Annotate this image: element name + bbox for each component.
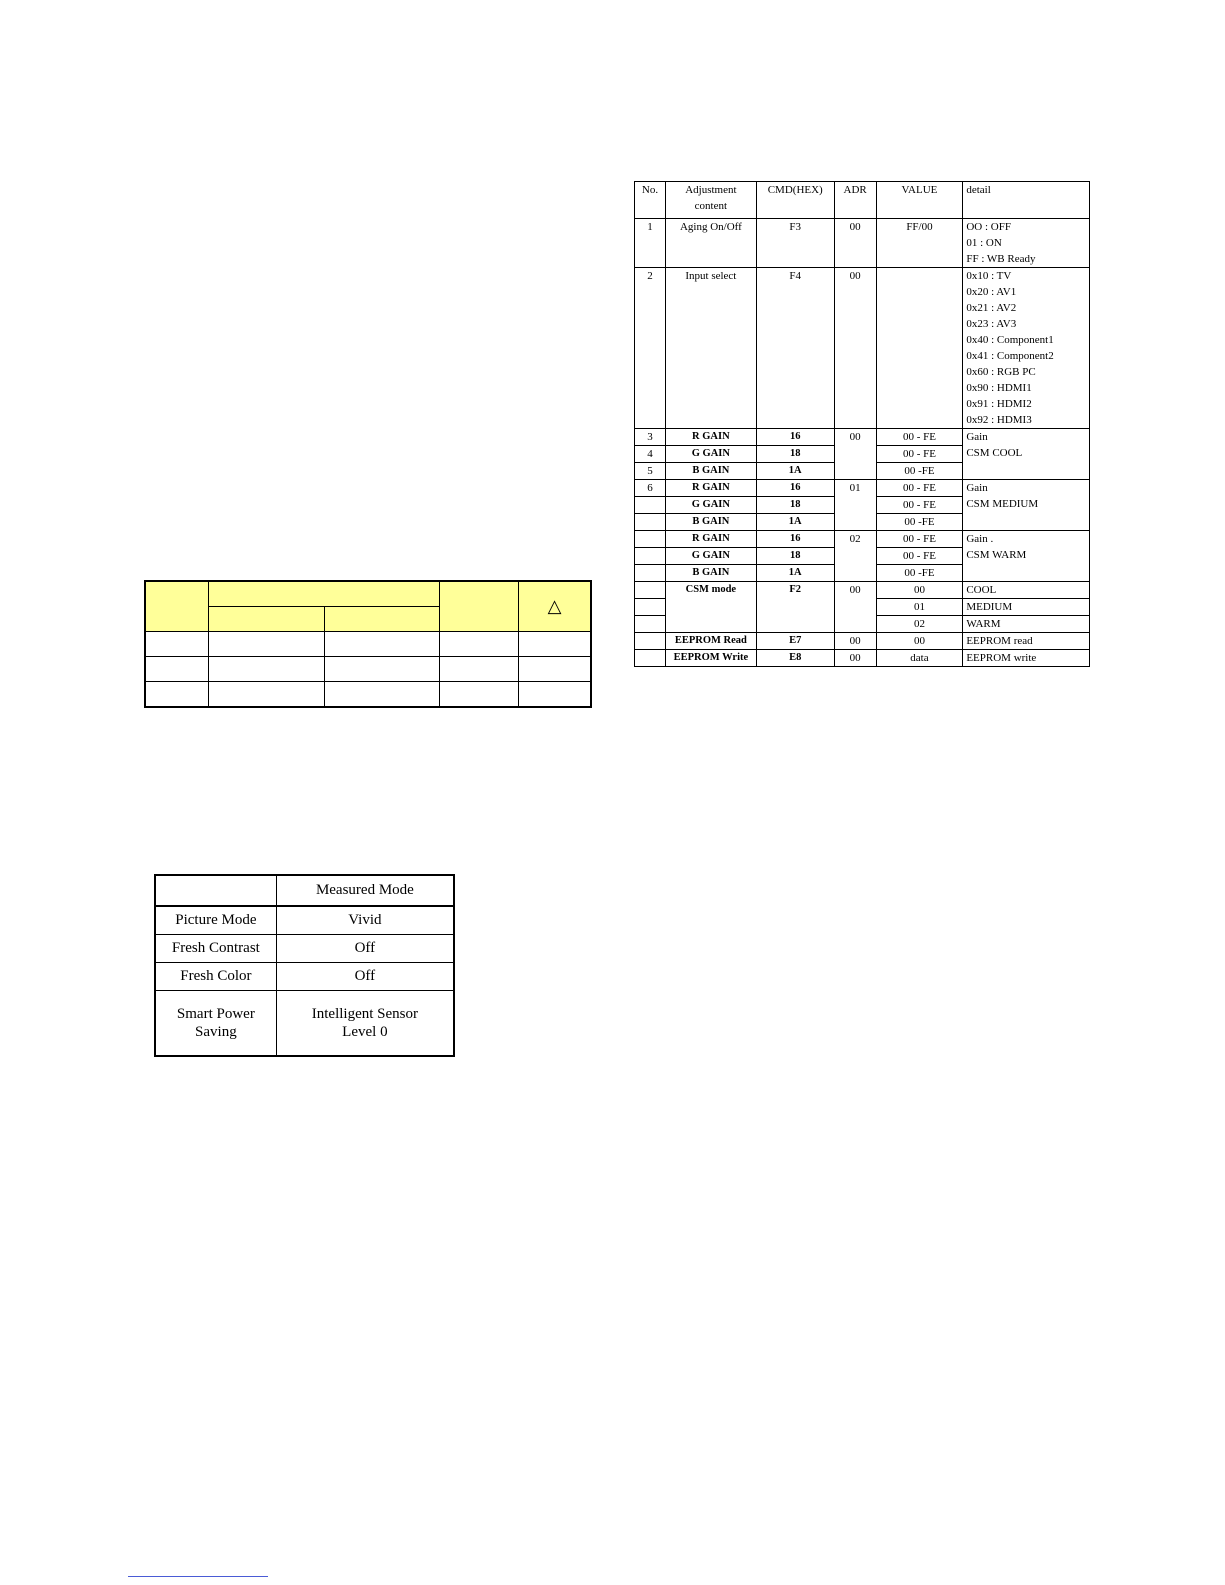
cell-value: 00 -FE — [876, 463, 963, 480]
table-cell — [439, 682, 518, 708]
detail-line: 01 : ON — [966, 237, 1002, 249]
cell-content: CSM mode — [665, 582, 756, 633]
cell-content: G GAIN — [665, 548, 756, 565]
cell-cmd: 18 — [756, 497, 834, 514]
cell-value: FF/00 — [876, 219, 963, 268]
cell-no: 2 — [635, 268, 666, 429]
table-row — [145, 657, 591, 682]
table-cell — [439, 632, 518, 657]
cell-content: R GAIN — [665, 531, 756, 548]
cell-value: 01 — [876, 599, 963, 616]
table-row-eeprom-read — [635, 633, 1090, 650]
cell-detail: WARM — [963, 616, 1090, 633]
cell-content: G GAIN — [665, 497, 756, 514]
cell-value: 00 -FE — [876, 514, 963, 531]
cell-cmd: E8 — [756, 650, 834, 667]
table-cell — [145, 657, 208, 682]
header-no: No. — [635, 182, 666, 219]
cell-content: B GAIN — [665, 565, 756, 582]
measured-mode-table — [154, 874, 455, 1057]
cell-no: 5 — [635, 463, 666, 480]
table-row — [155, 963, 454, 991]
cell-cmd: 18 — [756, 548, 834, 565]
cell-cmd: 16 — [756, 480, 834, 497]
cell-content: R GAIN — [665, 429, 756, 446]
cell-adr: 00 — [834, 582, 876, 633]
header-blank-cell — [155, 875, 276, 906]
table-cell — [208, 632, 325, 657]
white-balance-table — [144, 580, 592, 708]
cell-value: 02 — [876, 616, 963, 633]
table-cell — [208, 657, 325, 682]
detail-line: Gain . — [966, 533, 994, 545]
cell-value: 00 - FE — [876, 429, 963, 446]
cell-no — [635, 582, 666, 599]
table-row-gain — [635, 429, 1090, 446]
cell-cmd: E7 — [756, 633, 834, 650]
detail-line: Gain — [966, 431, 988, 443]
cell-content: Input select — [665, 268, 756, 429]
table-cell — [145, 632, 208, 657]
detail-line: OO : OFF — [966, 221, 1011, 233]
cell-cmd: F3 — [756, 219, 834, 268]
cell-detail — [963, 480, 1090, 531]
adjustment-command-table — [634, 181, 1090, 667]
cell-adr: 00 — [834, 429, 876, 480]
table-cell — [439, 657, 518, 682]
cell-cmd: 1A — [756, 514, 834, 531]
value-line: Intelligent Sensor — [311, 1006, 418, 1022]
cell-content: Aging On/Off — [665, 219, 756, 268]
detail-line: 0x92 : HDMI3 — [966, 414, 1032, 426]
value-line: Level 0 — [342, 1024, 388, 1040]
triangle-icon: △ — [519, 581, 591, 632]
row-value: Vivid — [276, 906, 454, 935]
cell-value: 00 - FE — [876, 548, 963, 565]
table-cell — [145, 682, 208, 708]
header-measured-mode: Measured Mode — [276, 875, 454, 906]
cell-content: B GAIN — [665, 514, 756, 531]
cell-cmd: 1A — [756, 565, 834, 582]
table-cell — [325, 632, 440, 657]
detail-line: 0x60 : RGB PC — [966, 366, 1036, 378]
header-cell — [208, 581, 439, 607]
cell-no: 3 — [635, 429, 666, 446]
table-cell — [325, 657, 440, 682]
cell-no — [635, 514, 666, 531]
cell-no — [635, 616, 666, 633]
row-value: Off — [276, 935, 454, 963]
table-header-row — [635, 182, 1090, 219]
table-row — [155, 935, 454, 963]
table-row-gain — [635, 531, 1090, 548]
cell-value: 00 - FE — [876, 497, 963, 514]
cell-content: B GAIN — [665, 463, 756, 480]
detail-line: 0x20 : AV1 — [966, 286, 1017, 298]
cell-value: 00 - FE — [876, 480, 963, 497]
detail-line: 0x10 : TV — [966, 270, 1012, 282]
cell-no — [635, 650, 666, 667]
label-line: Smart Power — [176, 1006, 255, 1022]
header-cell — [439, 581, 518, 632]
cell-content: EEPROM Read — [665, 633, 756, 650]
table-header-row — [155, 875, 454, 906]
cell-no: 4 — [635, 446, 666, 463]
table-row — [145, 632, 591, 657]
cell-adr: 02 — [834, 531, 876, 582]
row-label — [155, 991, 276, 1057]
cell-adr: 00 — [834, 268, 876, 429]
table-row-eeprom-write — [635, 650, 1090, 667]
cell-no — [635, 565, 666, 582]
cell-cmd: 16 — [756, 429, 834, 446]
cell-detail — [963, 268, 1090, 429]
cell-detail — [963, 429, 1090, 480]
cell-detail: EEPROM read — [963, 633, 1090, 650]
cell-adr: 00 — [834, 650, 876, 667]
cell-value: 00 - FE — [876, 531, 963, 548]
table-row-csm-mode — [635, 582, 1090, 599]
cell-no — [635, 531, 666, 548]
cell-value: 00 — [876, 582, 963, 599]
table-row-gain — [635, 480, 1090, 497]
cell-no: 1 — [635, 219, 666, 268]
table-row — [155, 906, 454, 935]
cell-adr: 00 — [834, 219, 876, 268]
detail-line: 0x91 : HDMI2 — [966, 398, 1032, 410]
row-label: Fresh Color — [155, 963, 276, 991]
cell-no — [635, 599, 666, 616]
cell-value: data — [876, 650, 963, 667]
cell-detail — [963, 531, 1090, 582]
row-value: Off — [276, 963, 454, 991]
table-cell — [519, 682, 591, 708]
label-line: Saving — [195, 1024, 237, 1040]
detail-line: CSM WARM — [966, 549, 1027, 561]
table-row — [145, 682, 591, 708]
header-cell — [208, 607, 325, 632]
table-row — [155, 991, 454, 1057]
cell-adr: 00 — [834, 633, 876, 650]
row-value — [276, 991, 454, 1057]
detail-line: Gain — [966, 482, 988, 494]
table-header-row — [145, 581, 591, 607]
table-cell — [325, 682, 440, 708]
cell-adr: 01 — [834, 480, 876, 531]
cell-no — [635, 497, 666, 514]
header-adr: ADR — [834, 182, 876, 219]
table-cell — [519, 657, 591, 682]
cell-content: G GAIN — [665, 446, 756, 463]
cell-content: R GAIN — [665, 480, 756, 497]
row-label: Picture Mode — [155, 906, 276, 935]
cell-detail: COOL — [963, 582, 1090, 599]
cell-cmd: 18 — [756, 446, 834, 463]
cell-detail: MEDIUM — [963, 599, 1090, 616]
cell-value: 00 - FE — [876, 446, 963, 463]
cell-cmd: F4 — [756, 268, 834, 429]
cell-cmd: 16 — [756, 531, 834, 548]
cell-no — [635, 548, 666, 565]
cell-cmd: F2 — [756, 582, 834, 633]
detail-line: 0x40 : Component1 — [966, 334, 1054, 346]
detail-line: 0x41 : Component2 — [966, 350, 1054, 362]
header-value: VALUE — [876, 182, 963, 219]
header-cell — [145, 581, 208, 632]
header-detail: detail — [963, 182, 1090, 219]
cell-value — [876, 268, 963, 429]
detail-line: FF : WB Ready — [966, 253, 1036, 265]
cell-value: 00 — [876, 633, 963, 650]
table-cell — [208, 682, 325, 708]
detail-line: CSM COOL — [966, 447, 1023, 459]
cell-no: 6 — [635, 480, 666, 497]
header-adjustment-content: Adjustment content — [665, 182, 756, 219]
detail-line: 0x90 : HDMI1 — [966, 382, 1032, 394]
detail-line: 0x21 : AV2 — [966, 302, 1017, 314]
cell-detail — [963, 219, 1090, 268]
header-cell — [325, 607, 440, 632]
table-row-aging — [635, 219, 1090, 268]
table-row-input-select — [635, 268, 1090, 429]
detail-line: 0x23 : AV3 — [966, 318, 1017, 330]
cell-value: 00 -FE — [876, 565, 963, 582]
table-cell — [519, 632, 591, 657]
cell-cmd: 1A — [756, 463, 834, 480]
cell-detail: EEPROM write — [963, 650, 1090, 667]
detail-line: CSM MEDIUM — [966, 498, 1039, 510]
footnote-divider — [128, 1576, 268, 1577]
header-cmd-hex: CMD(HEX) — [756, 182, 834, 219]
cell-no — [635, 633, 666, 650]
row-label: Fresh Contrast — [155, 935, 276, 963]
cell-content: EEPROM Write — [665, 650, 756, 667]
